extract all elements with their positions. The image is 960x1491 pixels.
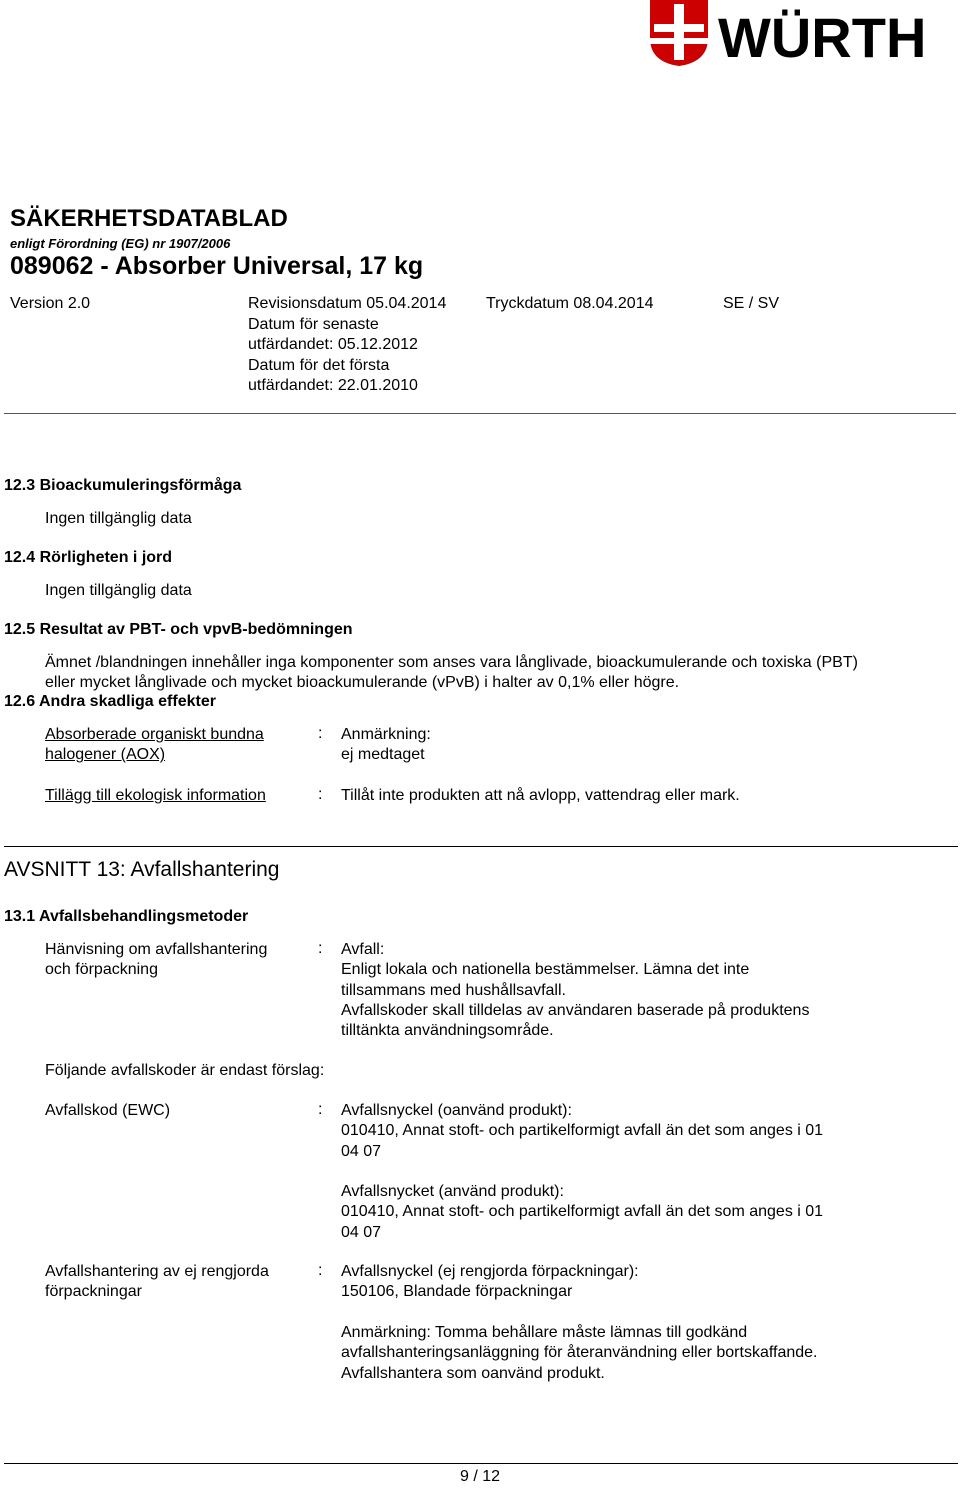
- colon: :: [318, 1101, 323, 1118]
- value-line: avfallshanteringsanläggning för återanvändning eller bortskaffande.: [341, 1344, 818, 1362]
- print-date: Tryckdatum 08.04.2014: [486, 295, 654, 312]
- value-line: Anmärkning: Tomma behållare måste lämnas till godkänd: [341, 1324, 748, 1341]
- value-line: Avfall:: [341, 941, 385, 958]
- label-line: halogener (AOX): [45, 746, 166, 764]
- text-line: eller mycket långlivade och mycket bioackumulerande (vPvB) i halter av 0,1% eller högre.: [45, 674, 680, 692]
- text-12-4: Ingen tillgänglig data: [45, 582, 192, 599]
- heading-12-5: 12.5 Resultat av PBT- och vpvB-bedömningen: [4, 621, 353, 638]
- revision-line: utfärdandet: 22.01.2010: [248, 377, 418, 394]
- packaging-label: [45, 1262, 269, 1303]
- value-line: tilltänkta användningsområde.: [341, 1022, 554, 1040]
- revision-line: Datum för senaste: [248, 315, 379, 333]
- footer-divider: [4, 1463, 958, 1464]
- colon: :: [318, 1262, 323, 1279]
- heading-12-3: 12.3 Bioackumuleringsförmåga: [4, 477, 242, 494]
- heading-12-4: 12.4 Rörligheten i jord: [4, 549, 173, 566]
- language-code: SE / SV: [723, 295, 780, 312]
- section-divider: [4, 846, 958, 847]
- wurth-logo-mark: [650, 0, 960, 70]
- value-line: Avfallsnycket (använd produkt):: [341, 1183, 564, 1200]
- text-12-5: [45, 653, 858, 694]
- label-line: Hänvisning om avfallshantering: [45, 941, 268, 958]
- value-line: Avfallsnyckel (ej rengjorda förpackningar):: [341, 1263, 639, 1280]
- document-title: SÄKERHETSDATABLAD: [10, 205, 288, 232]
- header-divider: [4, 413, 956, 414]
- wurth-logo: [650, 0, 960, 70]
- revision-line: utfärdandet: 05.12.2012: [248, 336, 418, 353]
- waste-ref-value: [341, 940, 809, 1041]
- suggestion-note: Följande avfallskoder är endast förslag:: [45, 1062, 325, 1079]
- text-12-3: Ingen tillgänglig data: [45, 510, 192, 527]
- value-line: ej medtaget: [341, 746, 425, 764]
- value-line: 04 07: [341, 1142, 382, 1160]
- packaging-value: [341, 1262, 639, 1303]
- svg-text:WÜRTH: WÜRTH: [718, 6, 927, 69]
- version: Version 2.0: [10, 295, 91, 312]
- aox-label: [45, 725, 264, 766]
- regulation-note: enligt Förordning (EG) nr 1907/2006: [10, 236, 231, 251]
- aox-value: [341, 725, 431, 766]
- label-line: Avfallshantering av ej rengjorda: [45, 1263, 269, 1280]
- ewc-label: Avfallskod (EWC): [45, 1102, 171, 1119]
- section-13-title: AVSNITT 13: Avfallshantering: [4, 858, 280, 881]
- value-line: Enligt lokala och nationella bestämmelser. Lämna det inte: [341, 961, 750, 979]
- label-line: Absorberade organiskt bundna: [45, 726, 264, 743]
- colon: :: [318, 940, 323, 957]
- value-line: 010410, Annat stoft- och partikelformigt avfall än det som anges i 01: [341, 1203, 824, 1221]
- value-line: Anmärkning:: [341, 726, 431, 743]
- eco-info-value: Tillåt inte produkten att nå avlopp, vattendrag eller mark.: [341, 787, 740, 804]
- ewc-used-value: [341, 1182, 823, 1243]
- packaging-remark: [341, 1323, 817, 1384]
- text-line: Ämnet /blandningen innehåller inga komponenter som anses vara långlivade, bioackumulerande och toxiska (PBT): [45, 654, 858, 671]
- ewc-unused-value: [341, 1101, 823, 1162]
- label-line: och förpackning: [45, 961, 158, 979]
- value-line: Avfallskoder skall tilldelas av användaren baserade på produktens: [341, 1001, 810, 1019]
- value-line: Avfallsnyckel (oanvänd produkt):: [341, 1102, 572, 1119]
- colon: :: [318, 725, 323, 742]
- waste-ref-label: [45, 940, 267, 981]
- eco-info-label: Tillägg till ekologisk information: [45, 787, 266, 804]
- value-line: 04 07: [341, 1223, 382, 1241]
- revision-line: Revisionsdatum 05.04.2014: [248, 295, 447, 312]
- page-number: 9 / 12: [459, 1468, 501, 1485]
- value-line: 150106, Blandade förpackningar: [341, 1283, 573, 1301]
- product-title: 089062 - Absorber Universal, 17 kg: [10, 252, 424, 280]
- revision-block: [248, 294, 446, 397]
- value-line: Avfallshantera som oanvänd produkt.: [341, 1364, 605, 1382]
- revision-line: Datum för det första: [248, 356, 390, 374]
- heading-13-1: 13.1 Avfallsbehandlingsmetoder: [4, 908, 249, 925]
- value-line: tillsammans med hushållsavfall.: [341, 981, 566, 999]
- colon: :: [318, 786, 323, 803]
- heading-12-6: 12.6 Andra skadliga effekter: [4, 693, 216, 710]
- label-line: förpackningar: [45, 1283, 142, 1301]
- value-line: 010410, Annat stoft- och partikelformigt avfall än det som anges i 01: [341, 1122, 824, 1140]
